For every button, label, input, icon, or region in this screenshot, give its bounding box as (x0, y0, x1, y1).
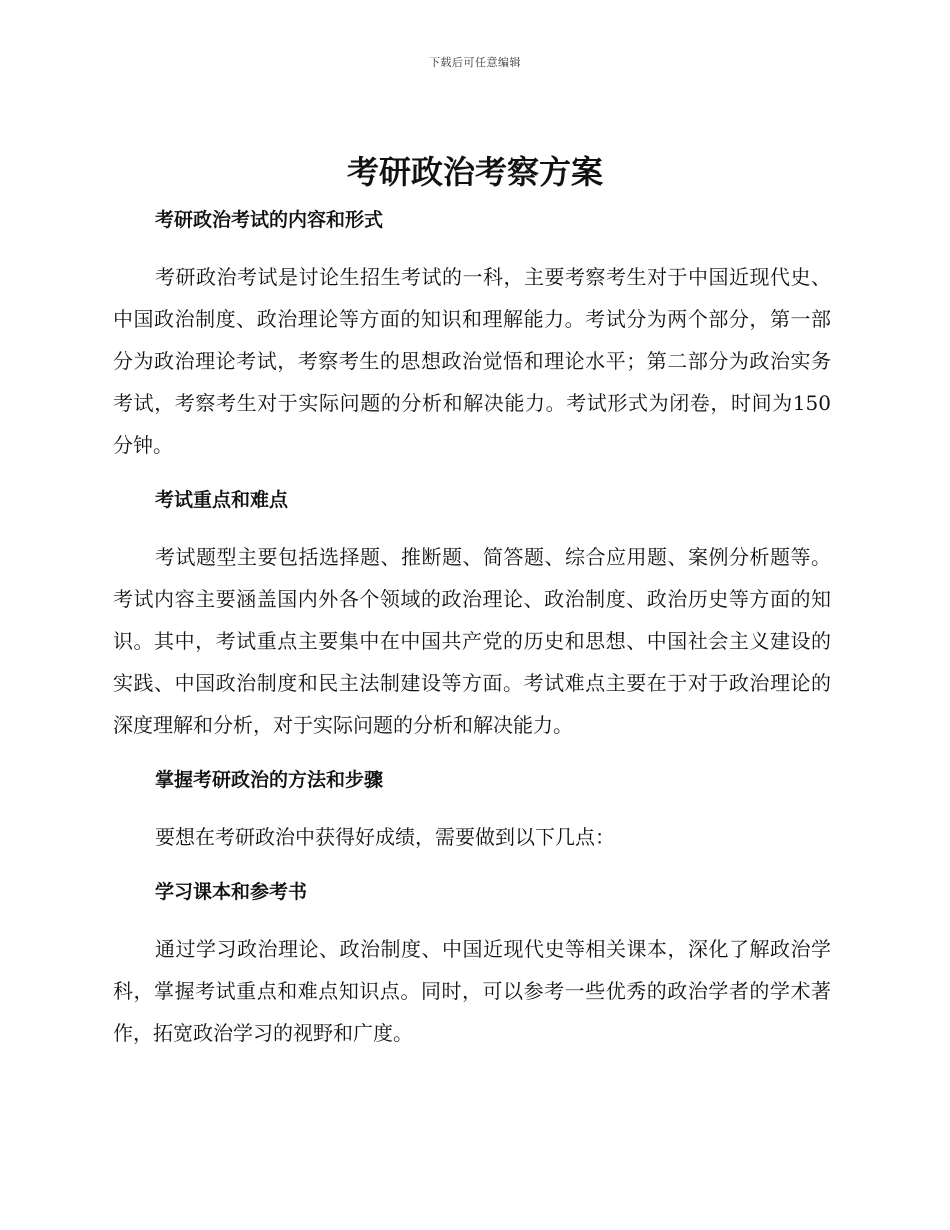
section-paragraph: 通过学习政治理论、政治制度、中国近现代史等相关课本，深化了解政治学科，掌握考试重点和难点知识点。同时，可以参考一些优秀的政治学者的学术著作，拓宽政治学习的视野和广度。 (113, 937, 831, 1045)
section-paragraph: 考试题型主要包括选择题、推断题、简答题、综合应用题、案例分析题等。考试内容主要涵盖国内外各个领域的政治理论、政治制度、政治历史等方面的知识。其中，考试重点主要集中在中国共产党的历史和思想、中国社会主义建设的实践、中国政治制度和民主法制建设等方面。考试难点主要在于对于政治理论的深度理解和分析，对于实际问题的分析和解决能力。 (113, 545, 831, 737)
section-heading: 掌握考研政治的方法和步骤 (155, 769, 384, 791)
section-paragraph: 要想在考研政治中获得好成绩，需要做到以下几点： (155, 825, 615, 849)
section-paragraph: 考研政治考试是讨论生招生考试的一科，主要考察考生对于中国近现代史、中国政治制度、政治理论等方面的知识和理解能力。考试分为两个部分，第一部分为政治理论考试，考察考生的思想政治觉悟和理论水平；第二部分为政治实务考试，考察考生对于实际问题的分析和解决能力。考试形式为闭卷，时间为150分钟。 (113, 265, 831, 457)
section-exam-content-format (113, 202, 831, 466)
section-heading: 考试重点和难点 (155, 489, 289, 511)
section-heading: 学习课本和参考书 (155, 881, 308, 903)
section-heading: 考研政治考试的内容和形式 (155, 209, 384, 231)
document-body (113, 202, 831, 1054)
section-textbooks (113, 874, 831, 1054)
document-title: 考研政治考察方案 (346, 153, 603, 191)
section-methods-steps (113, 762, 831, 858)
header-note: 下载后可任意编辑 (429, 56, 521, 69)
section-key-points (113, 482, 831, 746)
